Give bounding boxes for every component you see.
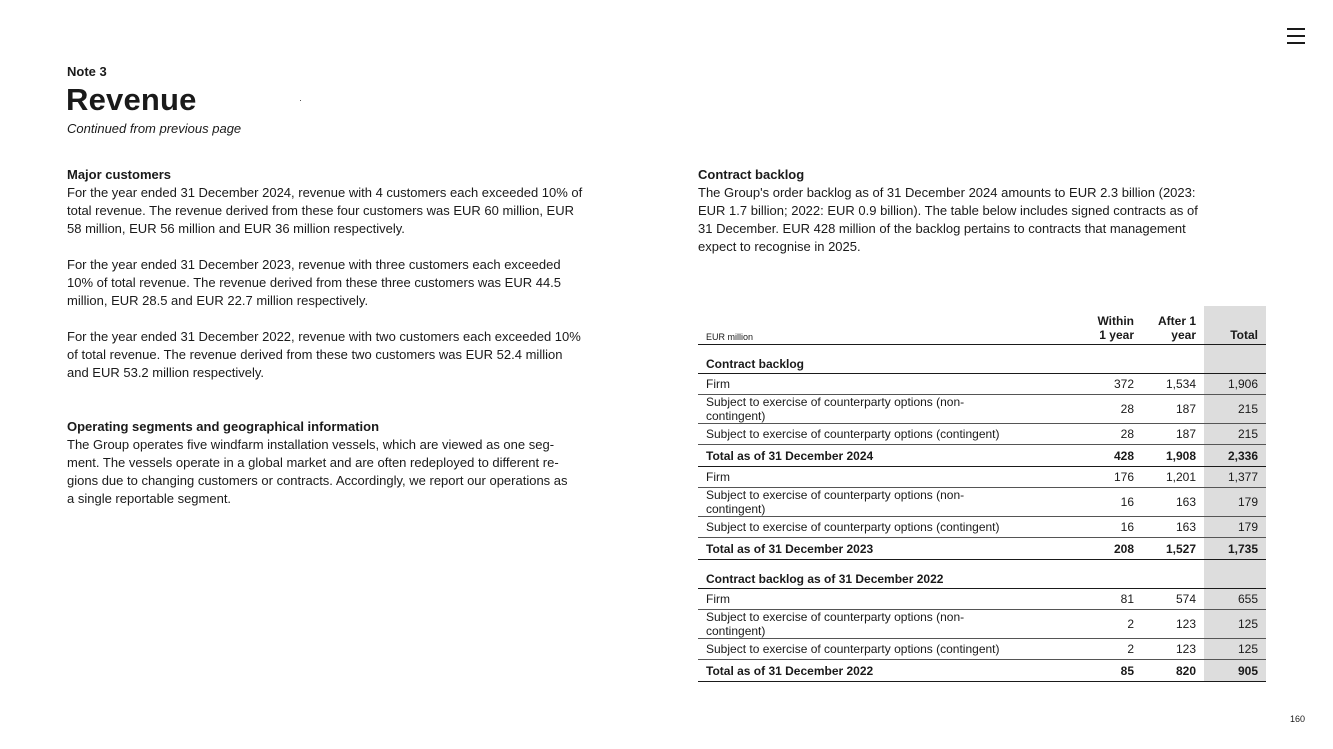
row-label: Firm	[698, 374, 1030, 395]
after-1-year-value: 163	[1142, 517, 1204, 538]
row-label: Total as of 31 December 2024	[698, 445, 1030, 467]
within-1-year-value: 28	[1030, 424, 1142, 445]
table-row	[698, 610, 1266, 639]
row-label: Subject to exercise of counterparty options (contingent)	[698, 639, 1030, 660]
row-label: Subject to exercise of counterparty options (non-contingent)	[698, 610, 1030, 639]
total-row-2024	[698, 445, 1266, 467]
table-row	[698, 467, 1266, 488]
table-row	[698, 589, 1266, 610]
page-title: Revenue	[66, 82, 197, 117]
section-title: Contract backlog as of 31 December 2022	[698, 560, 1030, 589]
major-customers-2024-paragraph: For the year ended 31 December 2024, revenue with 4 customers each exceeded 10% of total revenue. The revenue derived from these four customers was EUR 60 million, EUR 58 million, EUR 56 million and EUR 36 million respectively.	[67, 185, 583, 236]
table-row	[698, 517, 1266, 538]
total-value: 1,906	[1204, 374, 1266, 395]
operating-segments-paragraph: The Group operates five windfarm installation vessels, which are viewed as one seg- ment. The vessels operate in a global market and are often redeployed to different re- gions due to changing customers or contracts. Accordingly, we report our operations as a single reportable segment.	[67, 437, 568, 506]
menu-icon-bar	[1287, 42, 1305, 44]
after-1-year-value: 574	[1142, 589, 1204, 610]
within-1-year-value: 85	[1030, 660, 1142, 682]
total-value: 179	[1204, 488, 1266, 517]
section-row-contract-backlog-2022	[698, 560, 1266, 589]
table-row	[698, 639, 1266, 660]
after-1-year-value: 1,201	[1142, 467, 1204, 488]
menu-icon-bar	[1287, 28, 1305, 30]
operating-segments-heading: Operating segments and geographical information	[67, 419, 380, 434]
total-value: 1,735	[1204, 538, 1266, 560]
table-row	[698, 395, 1266, 424]
contract-backlog-heading: Contract backlog	[698, 167, 805, 182]
row-label: Subject to exercise of counterparty options (non-contingent)	[698, 395, 1030, 424]
within-1-year-value: 28	[1030, 395, 1142, 424]
total-value: 1,377	[1204, 467, 1266, 488]
within-1-year-value: 2	[1030, 639, 1142, 660]
within-1-year-value: 16	[1030, 488, 1142, 517]
total-value: 215	[1204, 424, 1266, 445]
decorative-dot	[300, 100, 301, 101]
within-1-year-value: 428	[1030, 445, 1142, 467]
unit-label: EUR million	[698, 306, 1030, 345]
col-header-within-1-year: Within 1 year	[1030, 306, 1142, 345]
contract-backlog-paragraph: The Group's order backlog as of 31 December 2024 amounts to EUR 2.3 billion (2023: EUR 1.7 billion; 2022: EUR 0.9 billion). The table below includes signed contracts as of 31 December. EUR 428 million of the backlog pertains to contracts that management expect to recognise in 2025.	[698, 185, 1198, 254]
total-value: 179	[1204, 517, 1266, 538]
row-label: Firm	[698, 589, 1030, 610]
row-label: Total as of 31 December 2023	[698, 538, 1030, 560]
after-1-year-value: 1,908	[1142, 445, 1204, 467]
right-column	[698, 166, 1268, 256]
total-value: 125	[1204, 610, 1266, 639]
table-row	[698, 374, 1266, 395]
row-label: Subject to exercise of counterparty options (contingent)	[698, 517, 1030, 538]
col-header-after-1-year: After 1 year	[1142, 306, 1204, 345]
within-1-year-value: 372	[1030, 374, 1142, 395]
total-row-2022	[698, 660, 1266, 682]
after-1-year-value: 820	[1142, 660, 1204, 682]
table-header-row	[698, 306, 1266, 345]
within-1-year-value: 208	[1030, 538, 1142, 560]
within-1-year-value: 16	[1030, 517, 1142, 538]
section-title: Contract backlog	[698, 345, 1030, 374]
total-value: 655	[1204, 589, 1266, 610]
total-row-2023	[698, 538, 1266, 560]
within-1-year-value: 176	[1030, 467, 1142, 488]
within-1-year-value: 2	[1030, 610, 1142, 639]
menu-icon-bar	[1287, 35, 1305, 37]
after-1-year-value: 1,527	[1142, 538, 1204, 560]
page-number: 160	[1290, 714, 1306, 724]
table-row	[698, 424, 1266, 445]
after-1-year-value: 123	[1142, 610, 1204, 639]
col-header-total: Total	[1204, 306, 1266, 345]
major-customers-heading: Major customers	[67, 167, 172, 182]
contract-backlog-table	[698, 306, 1266, 682]
after-1-year-value: 187	[1142, 395, 1204, 424]
note-label: Note 3	[67, 64, 107, 79]
total-value: 905	[1204, 660, 1266, 682]
after-1-year-value: 1,534	[1142, 374, 1204, 395]
major-customers-2022-paragraph: For the year ended 31 December 2022, revenue with two customers each exceeded 10% of total revenue. The revenue derived from these two customers was EUR 52.4 million and EUR 53.2 million respectively.	[67, 329, 581, 380]
page-subtitle: Continued from previous page	[67, 121, 242, 136]
row-label: Total as of 31 December 2022	[698, 660, 1030, 682]
after-1-year-value: 163	[1142, 488, 1204, 517]
hamburger-menu-icon[interactable]	[1287, 28, 1305, 44]
row-label: Subject to exercise of counterparty options (contingent)	[698, 424, 1030, 445]
within-1-year-value: 81	[1030, 589, 1142, 610]
total-value: 125	[1204, 639, 1266, 660]
total-value: 215	[1204, 395, 1266, 424]
row-label: Subject to exercise of counterparty options (non-contingent)	[698, 488, 1030, 517]
section-row-contract-backlog	[698, 345, 1266, 374]
major-customers-2023-paragraph: For the year ended 31 December 2023, revenue with three customers each exceeded 10% of total revenue. The revenue derived from these three customers was EUR 44.5 million, EUR 28.5 and EUR 22.7 million respectively.	[67, 257, 562, 308]
total-value: 2,336	[1204, 445, 1266, 467]
table-row	[698, 488, 1266, 517]
after-1-year-value: 187	[1142, 424, 1204, 445]
after-1-year-value: 123	[1142, 639, 1204, 660]
row-label: Firm	[698, 467, 1030, 488]
left-column	[67, 166, 637, 508]
